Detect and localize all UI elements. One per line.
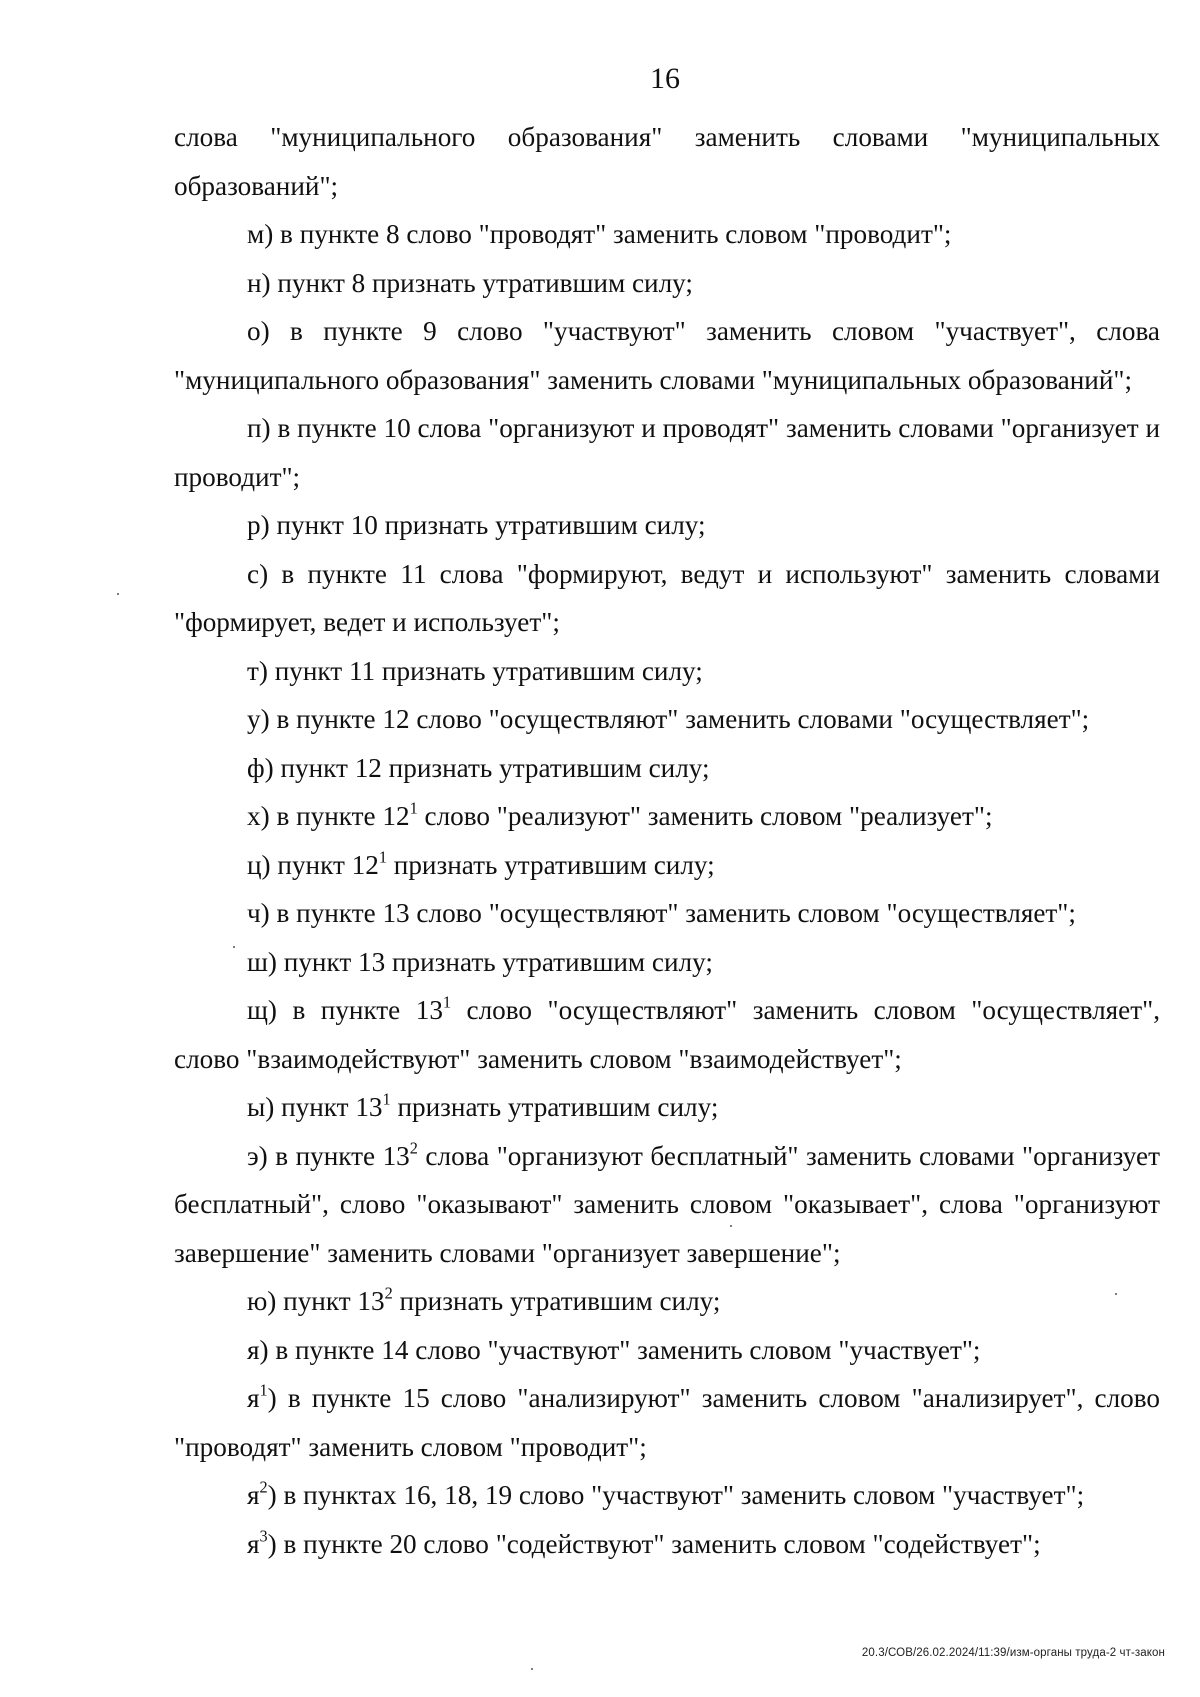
scan-speck	[117, 593, 119, 595]
document-body	[174, 113, 1160, 1568]
item-text: ) в пункте 20 слово "содействуют" заменить словом "содействует";	[267, 1528, 1041, 1559]
scan-speck	[1115, 1293, 1117, 1295]
paragraph-item-kh	[174, 792, 1160, 841]
item-text: ю) пункт 13	[247, 1286, 385, 1316]
paragraph-item-yu	[174, 1277, 1160, 1326]
superscript: 1	[442, 992, 452, 1012]
item-text: слово "осуществляют" заменить словом "осуществляет", слово "взаимодействуют" заменить словом "взаимодействует";	[174, 995, 1160, 1074]
scan-speck	[730, 1225, 732, 1227]
superscript: 2	[259, 1477, 268, 1497]
paragraph-item-m: м) в пункте 8 слово "проводят" заменить словом "проводит";	[247, 219, 952, 249]
item-text: я	[247, 1480, 260, 1510]
paragraph-item-ya2	[174, 1471, 1160, 1520]
item-text: щ) в пункте 13	[247, 995, 443, 1025]
paragraph-item-t: т) пункт 11 признать утратившим силу;	[247, 655, 703, 686]
paragraph-item-ch: ч) в пункте 13 слово "осуществляют" заменить словом "осуществляет";	[247, 898, 1076, 928]
paragraph-item-s: с) в пункте 11 слова "формируют, ведут и используют" заменить словами "формирует, ведет и использует";	[174, 558, 1160, 637]
paragraph-item-o: о) в пункте 9 слово "участвуют" заменить словом "участвует", слова "муниципального образования" заменить словами "муниципальных образований";	[174, 316, 1160, 395]
paragraph-item-r: р) пункт 10 признать утратившим силу;	[247, 510, 706, 540]
item-text: слова "организуют бесплатный" заменить словами "организует бесплатный", слово "оказывают" заменить словом "оказывает", слова "организуют завершение" заменить словами "организует завершение";	[174, 1140, 1160, 1268]
paragraph-item-n: н) пункт 8 признать утратившим силу;	[247, 267, 693, 298]
superscript: 3	[259, 1526, 268, 1546]
item-text: признать утратившим силу;	[390, 1092, 719, 1122]
paragraph-item-e	[174, 1132, 1160, 1278]
item-text: ы) пункт 13	[247, 1092, 383, 1122]
superscript: 1	[382, 1089, 391, 1109]
superscript: 2	[409, 1138, 418, 1158]
paragraph-item-u: у) в пункте 12 слово "осуществляют" заменить словами "осуществляет";	[247, 704, 1090, 734]
paragraph-continuation: слова "муниципального образования" заменить словами "муниципальных образований";	[174, 122, 1160, 201]
item-text: х) в пункте 12	[247, 801, 410, 831]
paragraph-item-f: ф) пункт 12 признать утратившим силу;	[247, 752, 710, 783]
item-text: ) в пункте 15 слово "анализируют" заменить словом "анализирует", слово "проводят" заменить словом "проводит";	[174, 1383, 1160, 1462]
paragraph-item-ya1	[174, 1374, 1160, 1471]
superscript: 1	[378, 847, 387, 867]
paragraph-item-ts	[174, 841, 1160, 890]
item-text: слово "реализуют" заменить словом "реализует";	[417, 801, 993, 831]
superscript: 2	[384, 1283, 393, 1303]
item-text: я	[247, 1383, 260, 1413]
paragraph-item-y	[174, 1083, 1160, 1132]
superscript: 1	[409, 798, 418, 818]
item-text: ) в пунктах 16, 18, 19 слово "участвуют" заменить словом "участвует";	[267, 1480, 1085, 1510]
scan-speck	[233, 946, 235, 948]
paragraph-item-sh: ш) пункт 13 признать утратившим силу;	[247, 946, 713, 977]
superscript: 1	[259, 1380, 268, 1400]
paragraph-item-ya: я) в пункте 14 слово "участвуют" заменить словом "участвует";	[247, 1334, 981, 1365]
paragraph-item-p: п) в пункте 10 слова "организуют и проводят" заменить словами "организует и проводит";	[174, 413, 1160, 492]
item-text: ц) пункт 12	[247, 849, 379, 880]
item-text: признать утратившим силу;	[386, 849, 715, 880]
scan-speck	[531, 1668, 533, 1670]
document-footer-code: 20.3/СОВ/26.02.2024/11:39/изм-органы труда-2 чт-закон	[861, 1647, 1165, 1659]
page-number: 16	[650, 62, 680, 95]
paragraph-item-ya3	[174, 1520, 1160, 1569]
item-text: э) в пункте 13	[247, 1140, 410, 1171]
item-text: я	[247, 1528, 260, 1559]
item-text: признать утратившим силу;	[392, 1286, 721, 1316]
paragraph-item-shch	[174, 986, 1160, 1083]
